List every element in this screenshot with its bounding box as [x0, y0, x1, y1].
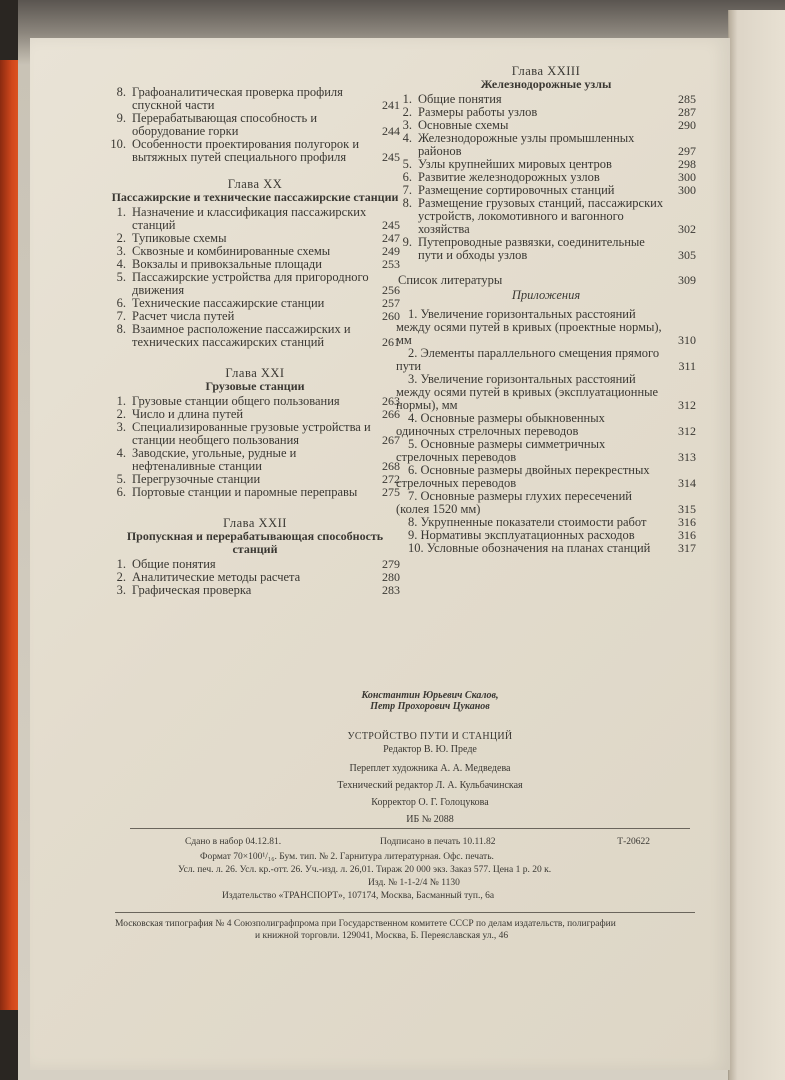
appendix-entry-title: 10. Условные обозначения на планах станций [408, 541, 651, 555]
code: Т-20622 [617, 837, 650, 847]
toc-entry-title: Основные схемы [418, 118, 509, 132]
toc-entry-number: 3. [116, 420, 126, 434]
toc-entry-page: 268 [382, 459, 400, 473]
toc-entry-number: 2. [116, 231, 126, 245]
chapter-heading [396, 65, 696, 91]
toc-entry-number: 2. [402, 105, 412, 119]
toc-entry-title: Число и длина путей [132, 407, 244, 421]
toc-entry-title: Вокзалы и привокзальные площади [132, 257, 322, 271]
facing-page-edge [728, 10, 785, 1080]
toc-entry-page: 302 [678, 222, 696, 236]
chapter-heading [110, 178, 400, 204]
toc-entry [110, 271, 400, 297]
ib-number: ИБ № 2088 [406, 814, 454, 825]
toc-entry-page: 297 [678, 144, 696, 158]
toc-entry-page: 261 [382, 335, 400, 349]
toc-entry-title: Графоаналитическая проверка профиля спускной части [132, 85, 343, 112]
appendix-entry [396, 438, 696, 464]
toc-entry-title: Технические пассажирские станции [132, 296, 325, 310]
toc-entry-page: 298 [678, 157, 696, 171]
toc-entry-number: 1. [116, 205, 126, 219]
toc-entry-page: 272 [382, 472, 400, 486]
publisher-line: Издательство «ТРАНСПОРТ», 107174, Москва, Басманный туп., 6а [222, 891, 495, 901]
toc-entry-page: 245 [382, 218, 400, 232]
toc-entry-title: Путепроводные развязки, соединительные пути и обходы узлов [418, 235, 645, 262]
toc-entry-page: 245 [382, 150, 400, 164]
toc-entry-number: 4. [402, 131, 412, 145]
appendix-entry-title: 5. Основные размеры симметричных стрелочных переводов [396, 437, 606, 464]
chapter-title: Пассажирские и технические пассажирские станции [111, 190, 399, 204]
toc-right-entries [396, 93, 696, 262]
toc-entry-page: 249 [382, 244, 400, 258]
appendix-entry [396, 464, 696, 490]
toc-entry-title: Узлы крупнейших мировых центров [418, 157, 612, 171]
toc-entry-title: Аналитические методы расчета [132, 570, 301, 584]
dates-row [130, 836, 690, 849]
toc-entry-number: 8. [402, 196, 412, 210]
appendix-entry-page: 314 [678, 476, 696, 490]
toc-entry-title: Железнодорожные узлы промышленных районов [418, 131, 635, 158]
toc-entry-title: Пассажирские устройства для пригородного движения [132, 270, 369, 297]
toc-entry-title: Специализированные грузовые устройства и станции необщего пользования [132, 420, 371, 447]
imprint-block [100, 690, 700, 826]
toc-right-column [396, 65, 696, 555]
appendix-entry-title: 2. Элементы параллельного смещения прямого пути [396, 346, 660, 373]
toc-entry-number: 9. [116, 111, 126, 125]
appendix-entry [396, 373, 696, 412]
chapter-label: Глава XXI [225, 366, 285, 380]
cover-artist-line: Переплет художника А. А. Медведева [349, 763, 511, 774]
appendix-entry-page: 315 [678, 502, 696, 516]
author-2: Петр Прохорович Цуканов [370, 701, 490, 712]
toc-entry-number: 8. [116, 322, 126, 336]
toc-entry-page: 241 [382, 98, 400, 112]
toc-entry-number: 4. [116, 446, 126, 460]
toc-entry-number: 1. [116, 394, 126, 408]
literature-label: Список литературы [398, 273, 503, 287]
toc-entry-page: 287 [678, 105, 696, 119]
toc-entry-title: Размещение сортировочных станций [418, 183, 615, 197]
appendix-entries [396, 308, 696, 555]
appendix-entry-page: 316 [678, 515, 696, 529]
toc-entry-number: 5. [116, 270, 126, 284]
toc-entry-page: 267 [382, 433, 400, 447]
appendix-entry [396, 412, 696, 438]
toc-entry-number: 5. [116, 472, 126, 486]
toc-entry-page: 260 [382, 309, 400, 323]
chapter-heading [110, 367, 400, 393]
toc-entry [110, 206, 400, 232]
toc-entry-title: Перегрузочные станции [132, 472, 261, 486]
toc-entry-page: 257 [382, 296, 400, 310]
appendix-entry-title: 4. Основные размеры обыкновенных одиночных стрелочных переводов [396, 411, 605, 438]
toc-entry [110, 112, 400, 138]
imprint-divider [130, 828, 690, 829]
toc-entry-page: 280 [382, 570, 400, 584]
appendix-entry [396, 308, 696, 347]
volume-line: Усл. печ. л. 26. Усл. кр.-отт. 26. Уч.-изд. л. 26,01. Тираж 20 000 экз. Заказ 577. Цена 1 р. 20 к. [178, 865, 552, 875]
toc-entry-title: Тупиковые схемы [132, 231, 227, 245]
toc-entry-title: Расчет числа путей [132, 309, 235, 323]
toc-entry-title: Графическая проверка [132, 583, 252, 597]
editor-line: Редактор В. Ю. Преде [383, 744, 477, 755]
toc-entry-number: 7. [402, 183, 412, 197]
toc-entry-number: 9. [402, 235, 412, 249]
toc-entry-title: Общие понятия [132, 557, 216, 571]
toc-entry-number: 2. [116, 570, 126, 584]
toc-entry-title: Перерабатывающая способность и оборудование горки [132, 111, 318, 138]
toc-entry-page: 285 [678, 92, 696, 106]
appendix-entry [396, 347, 696, 373]
toc-entry-page: 305 [678, 248, 696, 262]
literature-entry [396, 274, 696, 287]
toc-entry-number: 7. [116, 309, 126, 323]
toc-entry-title: Портовые станции и паромные переправы [132, 485, 358, 499]
appendix-entry-title: 9. Нормативы эксплуатационных расходов [408, 528, 635, 542]
toc-entry-number: 1. [116, 557, 126, 571]
toc-left-column [110, 86, 400, 597]
appendix-entry [396, 542, 696, 555]
appendix-entry-page: 312 [678, 424, 696, 438]
toc-entry [110, 323, 400, 349]
appendix-entry-title: 7. Основные размеры глухих пересечений (колея 1520 мм) [396, 489, 632, 516]
appendix-entry-title: 1. Увеличение горизонтальных расстояний между осями путей в кривых (проектные нормы), мм [396, 307, 662, 347]
toc-entry-title: Общие понятия [418, 92, 502, 106]
printer-details [115, 918, 705, 942]
appendix-entry-page: 311 [678, 359, 696, 373]
literature-page: 309 [678, 273, 696, 287]
toc-entry-number: 1. [402, 92, 412, 106]
toc-entry-title: Размещение грузовых станций, пассажирских устройств, локомотивного и вагонного хозяйства [418, 196, 664, 236]
toc-left-chapters [110, 178, 400, 597]
appendix-entry-title: 3. Увеличение горизонтальных расстояний между осями путей в кривых (эксплуатационные нормы), мм [396, 372, 659, 412]
toc-entry-page: 300 [678, 183, 696, 197]
appendix-entry-page: 312 [678, 398, 696, 412]
toc-entry-number: 4. [116, 257, 126, 271]
toc-entry-page: 244 [382, 124, 400, 138]
toc-entry-title: Сквозные и комбинированные схемы [132, 244, 331, 258]
toc-entry-page: 300 [678, 170, 696, 184]
toc-entry-number: 6. [402, 170, 412, 184]
toc-entry-title: Назначение и классификация пассажирских станций [132, 205, 367, 232]
toc-entry-page: 290 [678, 118, 696, 132]
toc-entry [396, 236, 696, 262]
toc-entry-title: Грузовые станции общего пользования [132, 394, 340, 408]
chapter-heading [110, 517, 400, 556]
toc-entry-page: 279 [382, 557, 400, 571]
toc-entry [110, 421, 400, 447]
chapter-title: Железнодорожные узлы [480, 77, 612, 91]
book-title: УСТРОЙСТВО ПУТИ И СТАНЦИЙ [347, 731, 513, 742]
printer-line-1: Московская типография № 4 Союзполиграфпрома при Государственном комитете СССР по делам издательств, полиграфии [115, 919, 616, 929]
print-details [130, 836, 690, 902]
toc-entry-number: 3. [402, 118, 412, 132]
toc-entry-number: 6. [116, 296, 126, 310]
toc-entry [396, 132, 696, 158]
toc-entry-page: 253 [382, 257, 400, 271]
printer-divider [115, 912, 695, 913]
print-date: Подписано в печать 10.11.82 [380, 837, 496, 847]
toc-entry-title: Размеры работы узлов [418, 105, 538, 119]
appendix-entry-title: 8. Укрупненные показатели стоимости работ [408, 515, 647, 529]
corrector-line: Корректор О. Г. Голоцукова [371, 797, 489, 808]
appendix-entry-page: 317 [678, 541, 696, 555]
toc-entry-page: 256 [382, 283, 400, 297]
toc-entry-page: 263 [382, 394, 400, 408]
chapter-title: Пропускная и перерабатывающая способность станций [126, 529, 384, 556]
appendix-heading: Приложения [511, 288, 581, 302]
format-line: Формат 70×100¹/₁₆. Бум. тип. № 2. Гарнитура литературная. Офс. печать. [200, 852, 494, 862]
appendix-entry-page: 310 [678, 333, 696, 347]
printer-line-2: и книжной торговли. 129041, Москва, Б. Переяславская ул., 46 [255, 931, 509, 941]
appendix-entry [396, 490, 696, 516]
toc-entry-number: 3. [116, 583, 126, 597]
toc-entry-title: Особенности проектирования полугорок и вытяжных путей специального профиля [132, 137, 360, 164]
chapter-label: Глава XX [227, 177, 283, 191]
toc-entry-number: 10. [110, 137, 126, 151]
appendix-entry-page: 313 [678, 450, 696, 464]
izd-line: Изд. № 1-1-2/4 № 1130 [368, 878, 460, 888]
appendix-entry-title: 6. Основные размеры двойных перекрестных стрелочных переводов [396, 463, 650, 490]
chapter-label: Глава XXIII [511, 64, 581, 78]
appendix-entry-page: 316 [678, 528, 696, 542]
toc-entry-page: 275 [382, 485, 400, 499]
toc-entry-number: 3. [116, 244, 126, 258]
tech-editor-line: Технический редактор Л. А. Кульбачинская [337, 780, 523, 791]
toc-entry-number: 5. [402, 157, 412, 171]
toc-entry-title: Развитие железнодорожных узлов [418, 170, 600, 184]
chapter-title: Грузовые станции [205, 379, 305, 393]
toc-entry-title: Заводские, угольные, рудные и нефтеналивные станции [132, 446, 297, 473]
toc-entry [396, 197, 696, 236]
toc-entry-number: 2. [116, 407, 126, 421]
toc-entry-title: Взаимное расположение пассажирских и технических пассажирских станций [132, 322, 351, 349]
chapter-label: Глава XXII [223, 516, 287, 530]
toc-entry-page: 247 [382, 231, 400, 245]
toc-entry-page: 283 [382, 583, 400, 597]
toc-entry [110, 138, 400, 164]
toc-entry [110, 86, 400, 112]
toc-entry [110, 584, 400, 597]
toc-top-entries [110, 86, 400, 164]
toc-entry [110, 447, 400, 473]
author-1: Константин Юрьевич Скалов, [361, 690, 499, 701]
toc-entry-page: 266 [382, 407, 400, 421]
toc-entry-number: 6. [116, 485, 126, 499]
typeset-date: Сдано в набор 04.12.81. [185, 837, 282, 847]
toc-entry-number: 8. [116, 85, 126, 99]
toc-entry [110, 486, 400, 499]
